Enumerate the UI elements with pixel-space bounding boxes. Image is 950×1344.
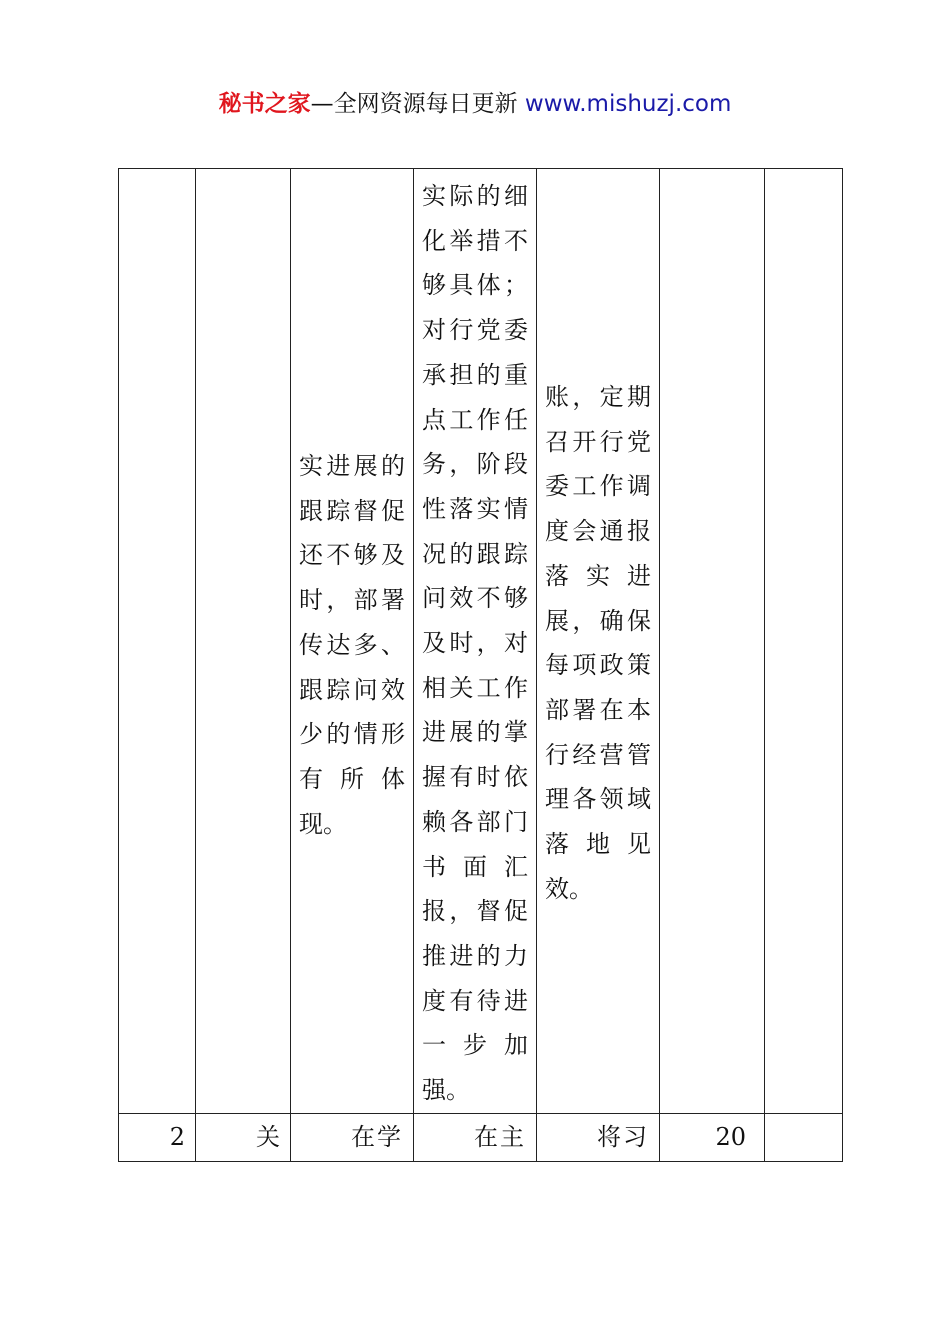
table-cell-category: 关 bbox=[196, 1113, 291, 1161]
site-url-link[interactable]: www.mishuzj.com bbox=[524, 91, 732, 117]
table-cell-note bbox=[765, 1113, 843, 1161]
table-cell-index: 2 bbox=[119, 1113, 196, 1161]
table-cell-problem bbox=[291, 169, 414, 1114]
content-table bbox=[118, 168, 843, 1162]
table-cell-measure: 将习 bbox=[537, 1113, 660, 1161]
table-row bbox=[119, 169, 843, 1114]
table-cell-detail: 在主 bbox=[414, 1113, 537, 1161]
table-cell-index bbox=[119, 169, 196, 1114]
table-cell-measure bbox=[537, 169, 660, 1114]
detail-text: 实际的细化举措不够具体；对行党委承担的重点工作任务，阶段性落实情况的跟踪问效不够及时，对相关工作进展的掌握有时依赖各部门书面汇报，督促推进的力度有待进一步加强。 bbox=[422, 182, 528, 1105]
page-header bbox=[0, 86, 950, 122]
table-cell-detail bbox=[414, 169, 537, 1114]
header-tagline: —全网资源每日更新 bbox=[310, 91, 525, 117]
table-cell-problem: 在学 bbox=[291, 1113, 414, 1161]
table-cell-note bbox=[765, 169, 843, 1114]
brand-name: 秘书之家 bbox=[218, 91, 311, 117]
table-row bbox=[119, 1113, 843, 1161]
measure-text: 账，定期召开行党委工作调度会通报落实进展，确保每项政策部署在本行经营管理各领域落地见效。 bbox=[545, 383, 651, 903]
table-cell-deadline bbox=[660, 169, 765, 1114]
table-cell-category bbox=[196, 169, 291, 1114]
table-cell-deadline: 20 bbox=[660, 1113, 765, 1161]
problem-text: 实进展的跟踪督促还不够及时，部署传达多、跟踪问效少的情形有所体现。 bbox=[299, 452, 405, 838]
